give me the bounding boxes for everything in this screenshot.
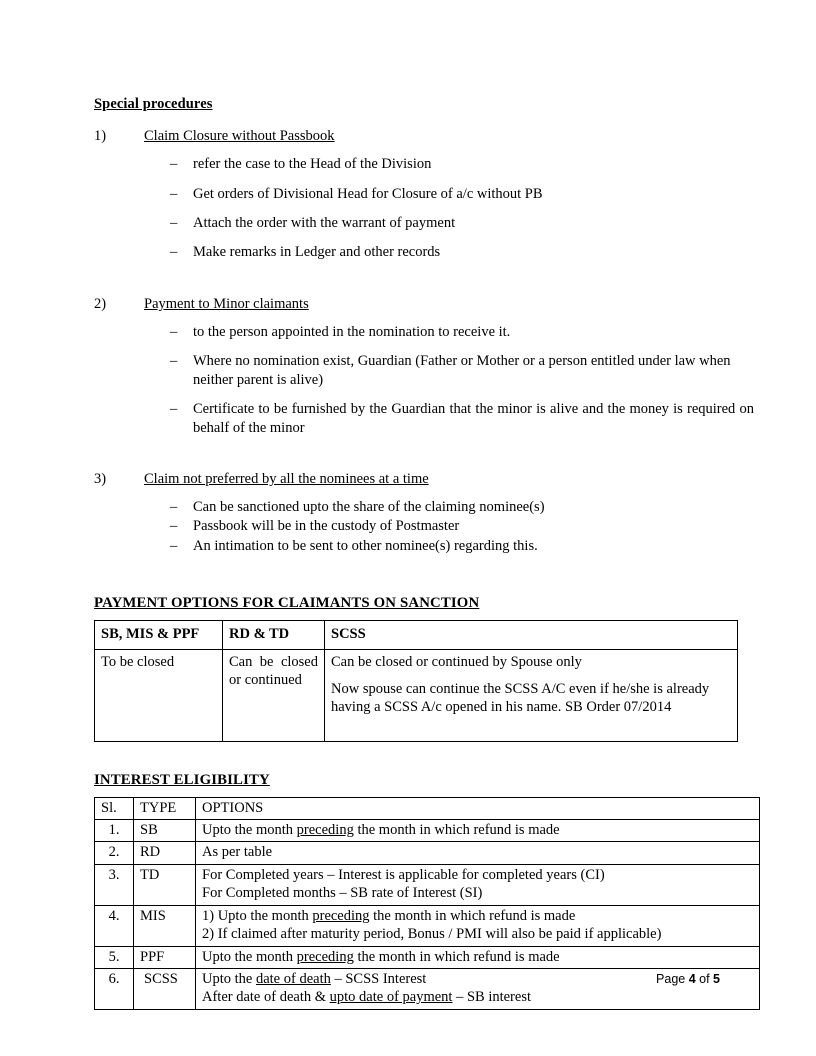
list-item [170,185,754,203]
underlined-term: preceding [296,822,354,839]
list-item-text: Certificate to be furnished by the Guardian that the minor is alive and the money is required on behalf of the minor [193,401,754,436]
table-header-row [95,621,738,649]
payment-options-table [94,620,738,741]
cell-options-line: 1) Upto the month preceding the month in which refund is made [202,907,576,924]
list-item-text: Get orders of Divisional Head for Closure of a/c without PB [193,185,543,202]
table-row [95,864,760,905]
cell-options-line: Upto the month preceding the month in which refund is made [202,948,560,965]
cell-scss [325,649,738,741]
cell-options-line: 2) If claimed after maturity period, Bonus / PMI will also be paid if applicable) [202,926,662,943]
table-row [95,820,760,842]
numbered-section-3-heading: Claim not preferred by all the nominees at a time [144,470,429,487]
cell-rd-td: Can be closed or continued [223,649,325,741]
cell-options-line: For Completed years – Interest is applicable for completed years (CI) [202,866,605,883]
cell-sl: 6. [95,968,134,1009]
column-header-scss: SCSS [325,621,738,649]
numbered-section-2-number: 2) [94,295,107,312]
cell-options-line: For Completed months – SB rate of Interest (SI) [202,885,483,902]
list-item [170,243,754,261]
cell-options-line: Upto the date of death – SCSS Interest [202,970,427,987]
underlined-term: preceding [312,907,370,924]
numbered-section-3-bullets [94,498,754,555]
numbered-section-3-number: 3) [94,470,107,487]
cell-type: PPF [134,946,196,968]
cell-type: MIS [134,905,196,946]
cell-sl: 4. [95,905,134,946]
spacer [94,565,754,595]
cell-type: SCSS [134,968,196,1009]
list-item [170,517,754,535]
list-item-text: Can be sanctioned upto the share of the claiming nominee(s) [193,499,545,516]
dash-bullet-icon: – [170,401,178,418]
cell-options-line: Upto the month preceding the month in which refund is made [202,822,560,839]
footer-middle: of [695,972,714,986]
numbered-section-2-bullets [94,323,754,437]
cell-type: SB [134,820,196,842]
numbered-section-3 [94,470,754,555]
document-body [94,96,754,1010]
column-header-sb-mis-ppf: SB, MIS & PPF [95,621,223,649]
cell-sl: 2. [95,842,134,864]
list-item-text: Where no nomination exist, Guardian (Father or Mother or a person entitled under law when neither parent is alive) [193,353,731,388]
numbered-section-1-number: 1) [94,128,107,144]
footer-prefix: Page [656,972,689,986]
dash-bullet-icon: – [170,537,178,554]
table-row [95,946,760,968]
table-row [95,649,738,741]
cell-options [196,905,760,946]
list-item-text: Attach the order with the warrant of payment [193,214,456,231]
heading-payment-options: PAYMENT OPTIONS FOR CLAIMANTS ON SANCTION [94,595,480,612]
spacer [94,742,754,772]
column-header-sl: Sl. [95,797,134,819]
dash-bullet-icon: – [170,214,178,231]
cell-options [196,864,760,905]
section-title-special-procedures: Special procedures [94,96,213,112]
cell-sl: 3. [95,864,134,905]
cell-options [196,842,760,864]
underlined-term: upto date of payment [329,989,453,1006]
table-header-row [95,797,760,819]
list-item [170,323,754,341]
cell-scss-paragraph-2: Now spouse can continue the SCSS A/C even if he/she is already having a SCSS A/c opened in his name. SB Order 07/2014 [331,681,710,716]
column-header-type: TYPE [134,797,196,819]
list-item [170,498,754,516]
page-footer [0,972,816,986]
underlined-term: date of death [255,970,331,987]
numbered-section-2-header [94,295,754,313]
list-item [170,155,754,173]
dash-bullet-icon: – [170,518,178,535]
list-item [170,400,754,437]
dash-bullet-icon: – [170,499,178,516]
cell-type: TD [134,864,196,905]
numbered-section-1 [94,127,754,262]
cell-sl: 5. [95,946,134,968]
dash-bullet-icon: – [170,185,178,202]
numbered-section-1-bullets [94,155,754,262]
heading-interest-eligibility: INTEREST ELIGIBILITY [94,771,270,788]
list-item [170,537,754,555]
numbered-section-2 [94,295,754,437]
cell-type: RD [134,842,196,864]
list-item [170,352,754,389]
spacer [94,273,754,295]
cell-options-line: After date of death & upto date of payment – SB interest [202,989,531,1006]
underlined-term: preceding [296,948,354,965]
footer-total-pages: 5 [713,972,720,986]
numbered-section-1-heading: Claim Closure without Passbook [144,128,335,144]
cell-options [196,946,760,968]
column-header-options: OPTIONS [196,797,760,819]
cell-options [196,820,760,842]
table-row [95,842,760,864]
cell-sb-mis-ppf: To be closed [95,649,223,741]
cell-options-line: As per table [202,844,273,861]
list-item-text: An intimation to be sent to other nominee(s) regarding this. [193,537,538,554]
column-header-rd-td: RD & TD [223,621,325,649]
dash-bullet-icon: – [170,156,178,173]
list-item-text: to the person appointed in the nomination to receive it. [193,323,511,340]
list-item-text: Passbook will be in the custody of Postmaster [193,518,460,535]
cell-sl: 1. [95,820,134,842]
dash-bullet-icon: – [170,323,178,340]
numbered-section-1-header [94,127,754,145]
cell-scss-paragraph-1: Can be closed or continued by Spouse only [331,653,582,670]
list-item [170,214,754,232]
dash-bullet-icon: – [170,244,178,261]
numbered-section-3-header [94,470,754,488]
list-item-text: Make remarks in Ledger and other records [193,244,441,261]
list-item-text: refer the case to the Head of the Division [193,156,432,173]
footer-current-page: 4 [688,972,696,986]
table-row [95,905,760,946]
numbered-section-2-heading: Payment to Minor claimants [144,295,309,312]
spacer [94,448,754,470]
dash-bullet-icon: – [170,353,178,370]
